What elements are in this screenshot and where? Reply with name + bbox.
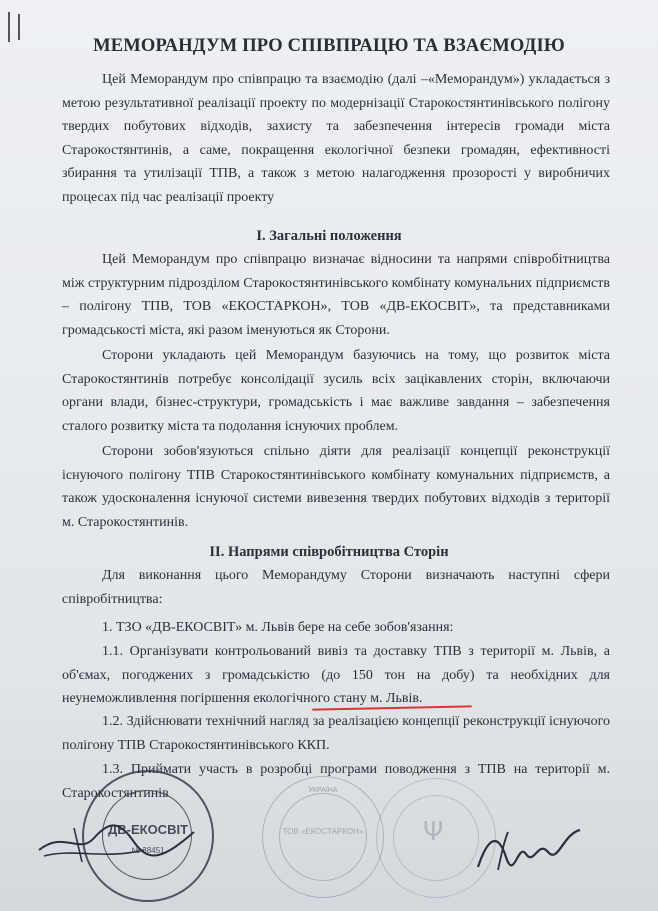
document-title: МЕМОРАНДУМ ПРО СПІВПРАЦЮ ТА ВЗАЄМОДІЮ [93,36,565,56]
section-2-paragraph-2: 1. ТЗО «ДВ-ЕКОСВІТ» м. Львів бере на себе зобов'язання: [102,620,454,635]
section-2-paragraph-1: Для виконання цього Меморандуму Сторони визначають наступні сфери співробітництва: [62,568,610,607]
signature-right [468,812,588,882]
section-1-paragraph-2: Сторони укладають цей Меморандум базуючись на тому, що розвиток міста Старокостянтинів потребує консолідації зусиль всіх зацікавлених сторін, включаючи органи влади, бізнес-структури, громадськість і має важливе завдання – забезпечення сталого розвитку міста та подолання існуючих проблем. [62,348,610,434]
stamp-company-name: ДВ-ЕКОСВІТ [107,822,189,837]
faded-stamp [262,776,384,898]
section-2-paragraph-5: 1.3. Приймати участь в розробці програми поводження з ТПВ на території м. Старокостянтинів [62,762,610,801]
trident-icon: Ψ [423,817,444,847]
stamp-company-name-2: ТОВ «ЕКОСТАРКОН» [282,827,364,836]
section-1-paragraph-1: Цей Меморандум про співпрацю визначає відносини та напрями співробітництва між структурним підрозділом Старокостянтинівського комбінату комунальних підприємств – полігону ТПВ, ТОВ «ЕКОСТАРКОН», ТОВ «ДВ-ЕКОСВІТ», та представниками громадськості міста, які разом іменуються як Сторони. [62,252,610,338]
section-2-paragraph-4: 1.2. Здійснювати технічний нагляд за реалізацією концепції реконструкції існуючого полігону ТПВ Старокостянтинівського ККП. [62,714,610,753]
stamp-country: УКРАЇНА [308,787,338,794]
intro-paragraph: Цей Меморандум про співпрацю та взаємодію (далі –«Меморандум») укладається з метою результативної реалізації проекту по модернізації Старокостянтинівського полігону твердих побутових відходів, захисту та забезпечення інтересів громади міста Старокостянтинів, а саме, покращення екологічної безпеки громадян, ефективності збирання та утилізації ТПВ, а також з метою налагодження прозорості у виробничих процесах під час реалізації проекту [62,72,610,205]
section-1-paragraph-3: Сторони зобов'язуються спільно діяти для реалізації концепції реконструкції існуючого полігону ТПВ Старокостянтинівського комбінату комунальних підприємств, а також удосконалення існуючої системи вивезення твердих побутових відходів з території м. Старокостянтинів. [62,444,610,530]
section-2-paragraph-3: 1.1. Організувати контрольований вивіз та доставку ТПВ з території м. Львів, а об'ємах, погоджених з громадськістю (до 150 тон на добу) та необхідних для неунеможливлення погіршення екологічного стану м. Львів. [62,644,610,707]
section-1-heading: І. Загальні положення [256,228,402,244]
stamp-number: № 38451 [131,846,165,855]
signature-left [34,810,204,870]
section-2-heading: ІІ. Напрями співробітництва Сторін [209,544,449,560]
